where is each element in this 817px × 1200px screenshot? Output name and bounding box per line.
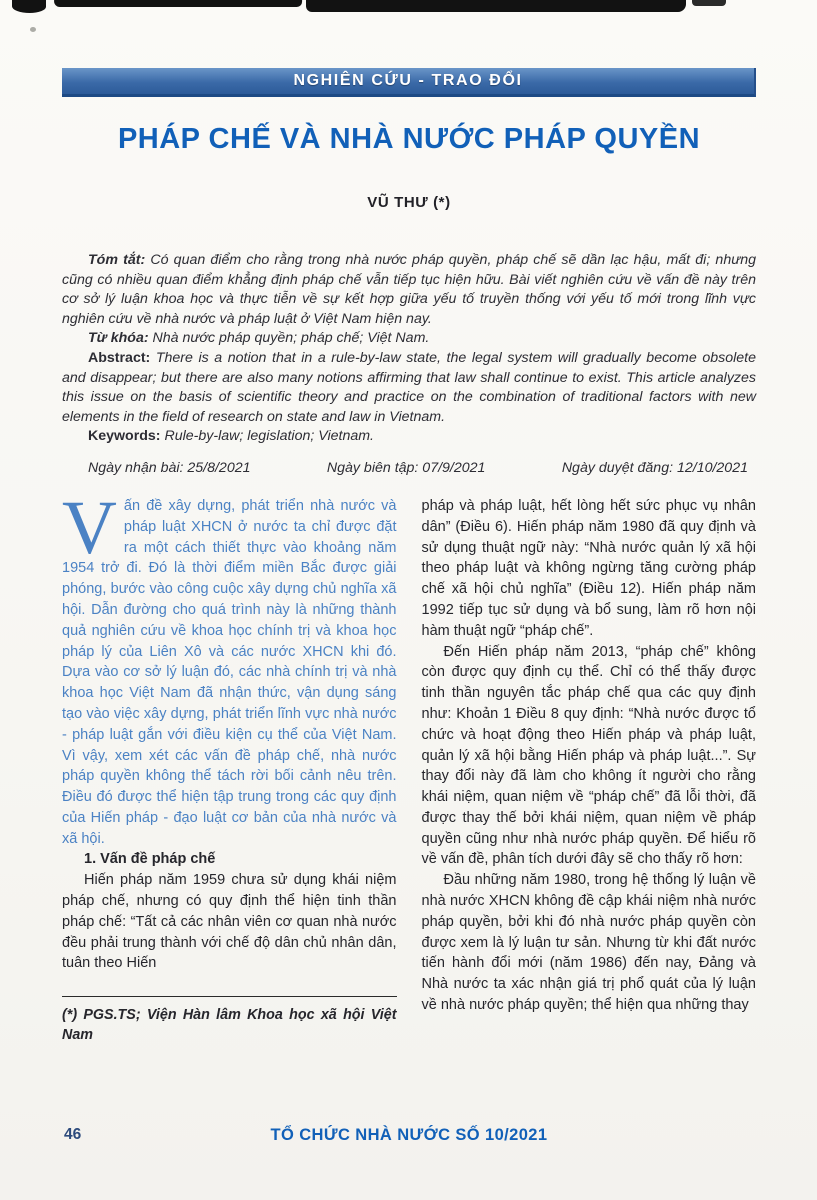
left-paragraph-2: Hiến pháp năm 1959 chưa sử dụng khái niệm pháp chế, nhưng có quy định thể hiện tinh thần pháp chế: “Tất cả các nhân viên cơ quan nhà nước đều phải trung thành với chế độ dân chủ nhân dân, tuân theo Hiến	[62, 872, 397, 972]
scan-artifact-strip	[306, 0, 686, 12]
keywords-en-text: Rule-by-law; legislation; Vietnam.	[164, 428, 374, 445]
keywords-en	[62, 427, 756, 447]
keywords-vi	[62, 329, 756, 349]
keywords-en-label: Keywords:	[88, 428, 161, 445]
keywords-vi-label: Từ khóa:	[88, 330, 149, 347]
abstract-en-text: There is a notion that in a rule-by-law state, the legal system will gradually become obsolete and disappear; but there are also many notions affirming that law shall continue to exist. This article analyzes this issue on the basis of scientific theory and practice on the combination of traditional factors with new elements in the field of research on state and law in Vietnam.	[62, 349, 756, 425]
left-column	[62, 485, 397, 1045]
right-paragraph-2: Đến Hiến pháp năm 2013, “pháp chế” không còn được quy định cụ thể. Chỉ có thể thấy được tinh thần nguyên tắc pháp chế qua các quy định như: Khoản 1 Điều 8 quy định: “Nhà nước được tổ chức và hoạt động theo Hiến pháp và pháp luật, quản lý xã hội bằng Hiến pháp và pháp luật...”. Sự thay đổi này đã làm cho không ít người cho rằng khái niệm, quan niệm về “pháp chế” đã lỗi thời, đã được thay thế bởi khái niệm, quan niệm về pháp quyền cũng như nhà nước pháp quyền. Để hiểu rõ về vấn đề, phân tích dưới đây sẽ cho thấy rõ hơn:	[421, 643, 756, 868]
dates-row	[62, 460, 756, 476]
keywords-vi-text: Nhà nước pháp quyền; pháp chế; Việt Nam.	[152, 330, 430, 347]
scan-artifact-strip	[692, 0, 726, 6]
author-name: VŨ THƯ (*)	[367, 194, 451, 211]
body-columns	[62, 485, 756, 1045]
abstract-vi-text: Có quan điểm cho rằng trong nhà nước pháp quyền, pháp chế sẽ dần lạc hậu, mất đi; nhưng cũng có nhiều quan điểm khẳng định pháp chế vẫn tiếp tục hiện hữu. Bài viết nghiên cứu về vấn đề này trên cơ sở lý luận khoa học và thực tiễn về sự kết hợp giữa yếu tố truyền thống với yếu tố mới trong lĩnh vực nghiên cứu về nhà nước và pháp luật ở Việt Nam hiện nay.	[62, 252, 756, 327]
page-footer	[62, 1126, 756, 1150]
date-edited: Ngày biên tập: 07/9/2021	[326, 459, 486, 476]
abstract-en-label: Abstract:	[88, 349, 151, 366]
article-title: PHÁP CHẾ VÀ NHÀ NƯỚC PHÁP QUYỀN	[117, 123, 701, 155]
intro-paragraph	[62, 485, 397, 850]
right-column	[422, 496, 757, 1045]
section-heading-1: 1. Vấn đề pháp chế	[84, 851, 216, 868]
abstract-block	[62, 251, 756, 447]
drop-cap: V	[62, 485, 117, 570]
abstract-vi	[62, 251, 756, 329]
abstract-vi-label: Tóm tắt:	[88, 252, 146, 268]
scan-artifact-strip	[54, 0, 302, 7]
section-banner	[62, 68, 756, 97]
scan-artifact-speck	[30, 27, 36, 32]
page-number: 46	[64, 1126, 82, 1143]
abstract-en	[62, 349, 756, 427]
scan-artifact-blob	[12, 0, 46, 13]
intro-paragraph-text: ấn đề xây dựng, phát triển nhà nước và pháp luật XHCN ở nước ta chỉ được đặt ra một cách thiết thực vào khoảng năm 1954 trở đi. Đó là thời điểm miền Bắc được giải phóng, bước vào công cuộc xây dựng chủ nghĩa xã hội. Dẫn đường cho quá trình này là những thành quả nghiên cứu về khoa học chính trị và khoa học pháp lý của Liên Xô và các nước XHCN khi đó. Dựa vào cơ sở lý luận đó, các nhà chính trị và nhà khoa học Việt Nam đã nhận thức, vận dụng sáng tạo vào việc xây dựng, phát triển lĩnh vực nhà nước - pháp luật gắn với điều kiện cụ thể của Việt Nam. Vì vậy, xem xét các vấn đề pháp chế, nhà nước pháp quyền không thể tách rời bối cảnh nêu trên. Điều đó được thể hiện tập trung trong các quy định của Hiến pháp - đạo luật cơ bản của nhà nước và xã hội.	[62, 497, 397, 847]
journal-footer-line: TỔ CHỨC NHÀ NƯỚC SỐ 10/2021	[270, 1126, 548, 1144]
page-content	[62, 68, 756, 1045]
author-footnote: (*) PGS.TS; Viện Hàn lâm Khoa học xã hội Việt Nam	[62, 996, 397, 1045]
section-banner-label: NGHIÊN CỨU - TRAO ĐỔI	[293, 72, 523, 89]
date-approved: Ngày duyệt đăng: 12/10/2021	[561, 459, 748, 476]
right-paragraph-1: pháp và pháp luật, hết lòng hết sức phục vụ nhân dân” (Điều 6). Hiến pháp năm 1980 đã quy định và sử dụng thuật ngữ này: “Nhà nước quản lý xã hội theo pháp luật và không ngừng tăng cường pháp chế xã hội chủ nghĩa” (Điều 12). Hiến pháp năm 1992 tiếp tục sử dụng và bổ sung, làm rõ hơn nội hàm thuật ngữ “pháp chế”.	[421, 497, 756, 639]
right-paragraph-3: Đầu những năm 1980, trong hệ thống lý luận về nhà nước XHCN không đề cập khái niệm nhà nước pháp quyền, bởi khi đó nhà nước pháp quyền còn được xem là lý luận tư sản. Nhưng từ khi đất nước tiến hành đổi mới (năm 1986) đến nay, Đảng và Nhà nước ta xác nhận giá trị phổ quát của lý luận về nhà nước pháp quyền; thể hiện qua những thay	[421, 872, 756, 1014]
date-received: Ngày nhận bài: 25/8/2021	[88, 459, 251, 476]
